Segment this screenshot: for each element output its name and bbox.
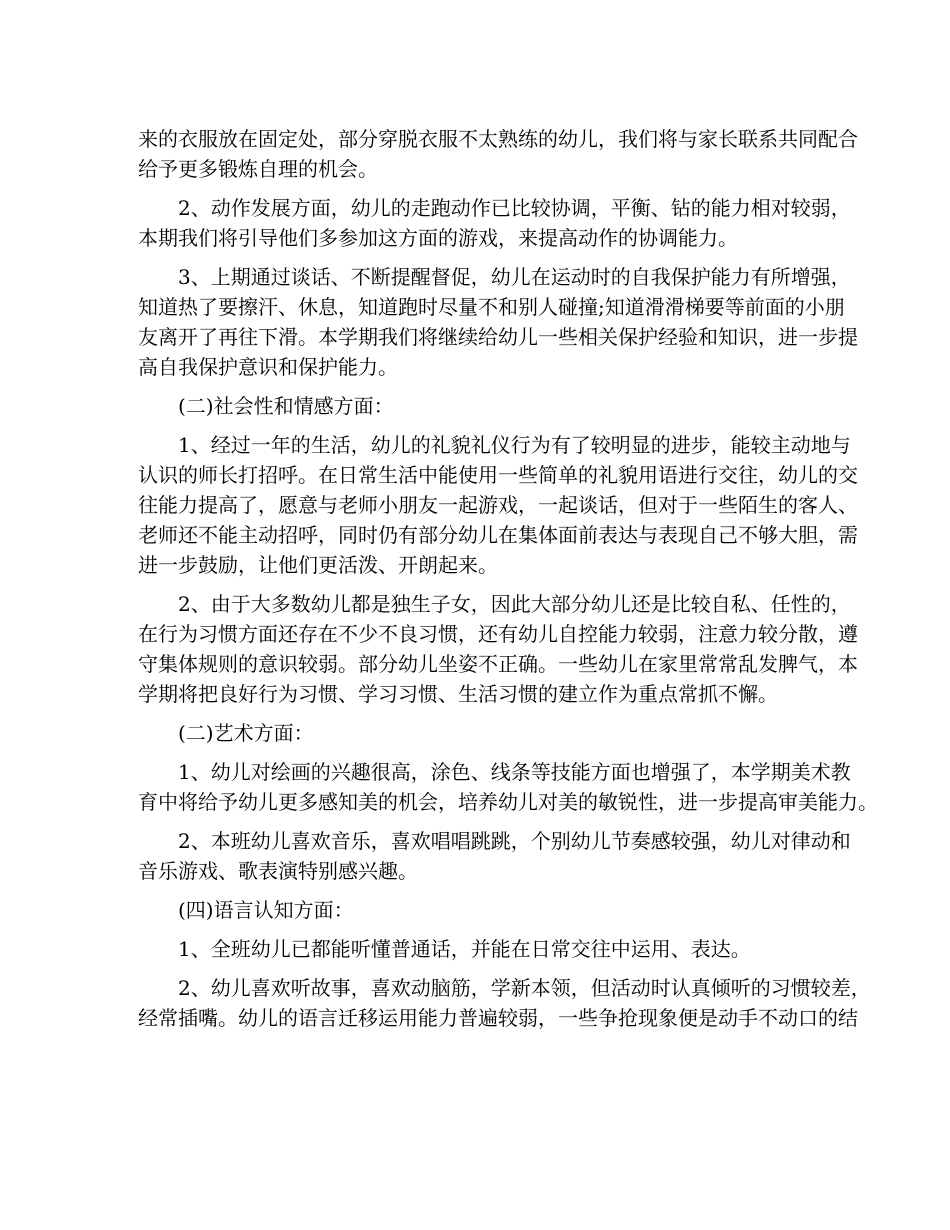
section-heading — [138, 718, 828, 748]
text-line: (二)艺术方面： — [178, 721, 314, 745]
text-line: 守集体规则的意识较弱。部分幼儿坐姿不正确。一些幼儿在家里常常乱发脾气，本 — [138, 652, 858, 676]
paragraph — [138, 934, 828, 964]
text-line: 学期将把良好行为习惯、学习习惯、生活习惯的建立作为重点常抓不懈。 — [138, 682, 778, 706]
paragraph — [138, 262, 858, 382]
paragraph — [138, 757, 878, 817]
text-line: 1、全班幼儿已都能听懂普通话，并能在日常交往中运用、表达。 — [178, 937, 751, 961]
text-line: 给予更多锻炼自理的机会。 — [138, 157, 378, 181]
text-line: 高自我保护意识和保护能力。 — [138, 355, 398, 379]
document-body — [138, 124, 878, 1033]
text-line: 进一步鼓励，让他们更活泼、开朗起来。 — [138, 553, 498, 577]
text-line: 来的衣服放在固定处，部分穿脱衣服不太熟练的幼儿，我们将与家长联系共同配合 — [138, 127, 858, 151]
text-line: 2、本班幼儿喜欢音乐，喜欢唱唱跳跳，个别幼儿节奏感较强，幼儿对律动和 — [178, 829, 851, 853]
text-line: 经常插嘴。幼儿的语言迁移运用能力普遍较弱，一些争抢现象便是动手不动口的结 — [138, 1006, 858, 1030]
text-line: 2、幼儿喜欢听故事，喜欢动脑筋，学新本领，但活动时认真倾听的习惯较差， — [178, 976, 871, 1000]
paragraph — [138, 430, 858, 580]
section-heading — [138, 895, 828, 925]
text-line: 本期我们将引导他们多参加这方面的游戏，来提高动作的协调能力。 — [138, 226, 738, 250]
paragraph — [138, 826, 851, 886]
text-line: 2、动作发展方面，幼儿的走跑动作已比较协调，平衡、钻的能力相对较弱， — [178, 196, 851, 220]
text-line: 知道热了要擦汗、休息，知道跑时尽量不和别人碰撞;知道滑滑梯要等前面的小朋 — [138, 295, 845, 319]
paragraph — [138, 589, 858, 709]
text-line: 在行为习惯方面还存在不少不良习惯，还有幼儿自控能力较弱，注意力较分散，遵 — [138, 622, 858, 646]
text-line: 育中将给予幼儿更多感知美的机会，培养幼儿对美的敏锐性，进一步提高审美能力。 — [138, 790, 878, 814]
text-line: 友离开了再往下滑。本学期我们将继续给幼儿一些相关保护经验和知识，进一步提 — [138, 325, 858, 349]
text-line: 音乐游戏、歌表演特别感兴趣。 — [138, 859, 418, 883]
text-line: 认识的师长打招呼。在日常生活中能使用一些简单的礼貌用语进行交往，幼儿的交 — [138, 463, 858, 487]
text-line: 3、上期通过谈话、不断提醒督促，幼儿在运动时的自我保护能力有所增强， — [178, 265, 851, 289]
text-line: 1、幼儿对绘画的兴趣很高，涂色、线条等技能方面也增强了，本学期美术教 — [178, 760, 851, 784]
text-line: 1、经过一年的生活，幼儿的礼貌礼仪行为有了较明显的进步，能较主动地与 — [178, 433, 851, 457]
text-line: 老师还不能主动招呼，同时仍有部分幼儿在集体面前表达与表现自己不够大胆，需 — [138, 523, 858, 547]
text-line: 2、由于大多数幼儿都是独生子女，因此大部分幼儿还是比较自私、任性的， — [178, 592, 851, 616]
text-line: 往能力提高了，愿意与老师小朋友一起游戏，一起谈话，但对于一些陌生的客人、 — [138, 493, 858, 517]
paragraph — [138, 973, 871, 1033]
text-line: (四)语言认知方面： — [178, 898, 354, 922]
paragraph — [138, 193, 851, 253]
section-heading — [138, 391, 828, 421]
paragraph — [138, 124, 858, 184]
text-line: (二)社会性和情感方面： — [178, 394, 394, 418]
